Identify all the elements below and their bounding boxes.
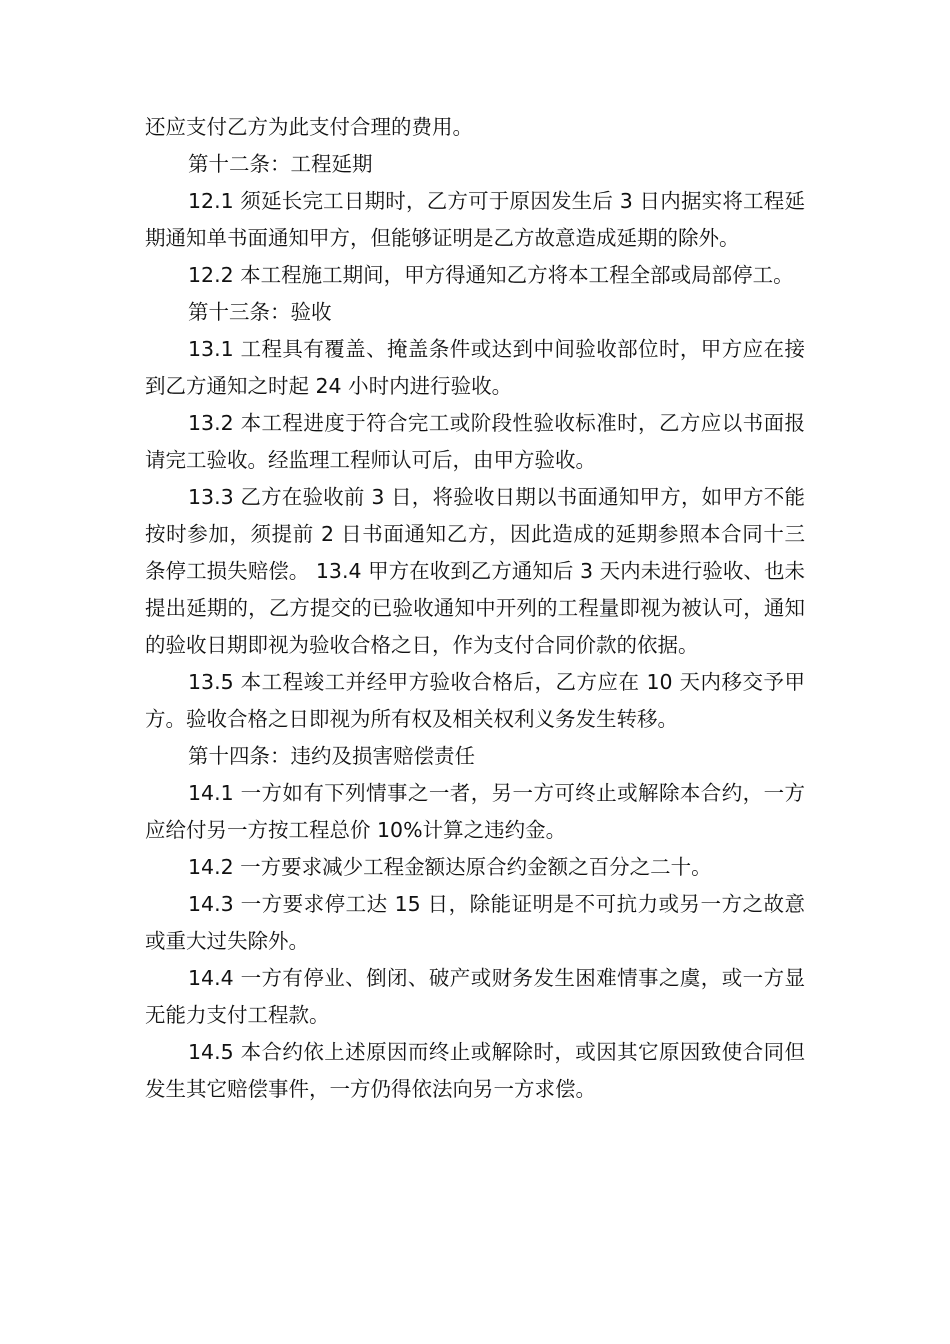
clause-13-3-and-13-4: 13.3 乙方在验收前 3 日，将验收日期以书面通知甲方，如甲方不能按时参加，须提前 2 日书面通知乙方，因此造成的延期参照本合同十三条停工损失赔偿。 13.4 甲方在收到乙方通知后 3 天内未进行验收、也未提出延期的，乙方提交的已验收通知中开列的工程量即视为被认可，通知的验收日期即视为验收合格之日，作为支付合同价款的依据。 [145,485,805,657]
clause-13-5: 13.5 本工程竣工并经甲方验收合格后，乙方应在 10 天内移交予甲方。验收合格之日即视为所有权及相关权利义务发生转移。 [145,670,805,731]
clause-14-2: 14.2 一方要求减少工程金额达原合约金额之百分之二十。 [188,855,712,879]
clause-14-1: 14.1 一方如有下列情事之一者，另一方可终止或解除本合约，一方应给付另一方按工程总价 10%计算之违约金。 [145,781,805,842]
paragraph-continuation: 还应支付乙方为此支付合理的费用。 [145,115,473,139]
clause-14-3: 14.3 一方要求停工达 15 日，除能证明是不可抗力或另一方之故意或重大过失除外。 [145,892,805,953]
article-14-heading: 第十四条：违约及损害赔偿责任 [188,744,475,768]
clause-13-2: 13.2 本工程进度于符合完工或阶段性验收标准时，乙方应以书面报请完工验收。经监理工程师认可后，由甲方验收。 [145,411,805,472]
clause-14-5: 14.5 本合约依上述原因而终止或解除时，或因其它原因致使合同但发生其它赔偿事件，一方仍得依法向另一方求偿。 [145,1040,805,1101]
clause-12-2: 12.2 本工程施工期间，甲方得通知乙方将本工程全部或局部停工。 [188,263,794,287]
clause-14-4: 14.4 一方有停业、倒闭、破产或财务发生困难情事之虞，或一方显无能力支付工程款。 [145,966,805,1027]
clause-13-1: 13.1 工程具有覆盖、掩盖条件或达到中间验收部位时，甲方应在接到乙方通知之时起 24 小时内进行验收。 [145,337,805,398]
article-12-heading: 第十二条：工程延期 [188,152,373,176]
article-13-heading: 第十三条：验收 [188,300,332,324]
clause-12-1: 12.1 须延长完工日期时，乙方可于原因发生后 3 日内据实将工程延期通知单书面通知甲方，但能够证明是乙方故意造成延期的除外。 [145,189,805,250]
